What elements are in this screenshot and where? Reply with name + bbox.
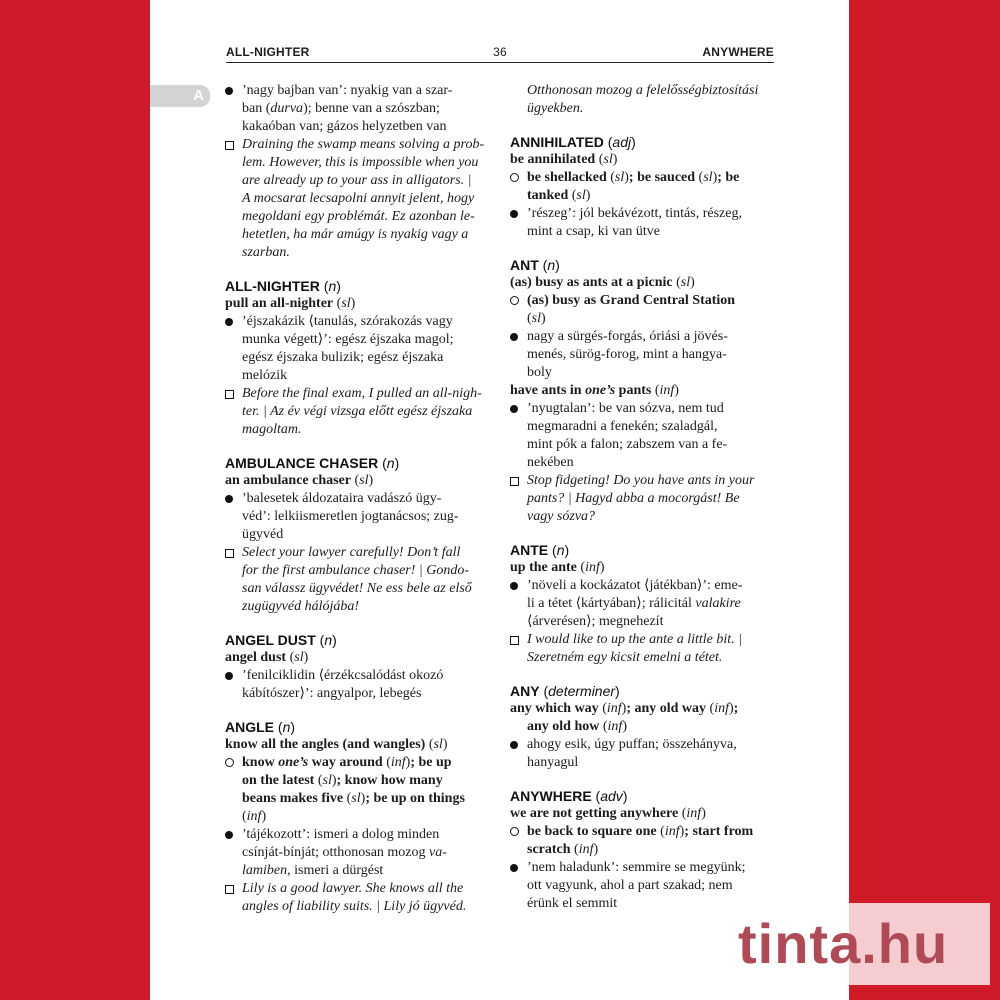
watermark-text: tinta.hu — [738, 912, 949, 975]
example-line: pants? | Hagyd abba a mocorgást! Be — [527, 491, 740, 506]
headword: ANGLE (n) — [225, 719, 296, 735]
sense-line: kakaóban van; gázos helyzetben van — [242, 119, 447, 134]
sense-line: ’részeg’: jól bekávézott, tintás, részeg, — [510, 205, 774, 223]
phrase: any old how (inf) — [527, 719, 627, 734]
example-line: Otthonosan mozog a felelősségbiztosítási — [527, 83, 759, 98]
phrase: angel dust (sl) — [225, 650, 309, 665]
example-line: are already up to your ass in alligators. | — [242, 173, 472, 188]
bullet-dot-icon — [510, 864, 518, 872]
sense-line: nekében — [527, 455, 574, 470]
example-line: ter. | Az év végi vizsga előtt egész éjszaka — [242, 404, 473, 419]
example-box-icon — [225, 390, 234, 399]
headword: ANTE (n) — [510, 542, 570, 558]
example-line: lem. However, this is impossible when you — [242, 155, 479, 170]
variant-line: be shellacked (sl); be sauced (sl); be — [510, 169, 774, 187]
example-line: san válassz ügyvédet! Ne ess bele az első — [242, 581, 472, 596]
sense-line: csínját-bínját; otthonosan mozog va- — [242, 845, 447, 860]
example-line: ügyekben. — [527, 101, 584, 116]
running-header — [226, 44, 774, 63]
example-line: angles of liability suits. | Lily jó ügyvéd. — [242, 899, 467, 914]
sense-line: ’tájékozott’: ismeri a dolog minden — [225, 826, 489, 844]
example-box-icon — [510, 477, 519, 486]
example-box-icon — [225, 885, 234, 894]
sense-line: ban (durva); benne van a szószban; — [242, 101, 440, 116]
variant-line: know one’s way around (inf); be up — [225, 754, 489, 772]
entry-ant — [510, 256, 774, 526]
bullet-ring-icon — [510, 296, 519, 305]
sense-line: kábítószer⟩’: angyalpor, lebegés — [242, 686, 422, 701]
sense-line: mint a csap, ki van ütve — [527, 224, 660, 239]
entry-ambulance-chaser — [225, 454, 489, 616]
bullet-dot-icon — [225, 672, 233, 680]
phrase: (as) busy as ants at a picnic (sl) — [510, 275, 695, 290]
dictionary-page — [150, 0, 849, 1000]
entry-continued — [510, 82, 774, 118]
headword: ANT (n) — [510, 257, 560, 273]
bullet-ring-icon — [225, 758, 234, 767]
phrase: know all the angles (and wangles) (sl) — [225, 737, 448, 752]
sense-line: megmaradni a fenekén; szaladgál, — [527, 419, 718, 434]
entry-all-nighter — [225, 277, 489, 439]
variant-line: beans makes five (sl); be up on things — [242, 791, 465, 806]
sense-line: ügyvéd — [242, 527, 284, 542]
sense-line: ott vagyunk, ahol a part szakad; nem — [527, 878, 733, 893]
sense-line: li a tétet ⟨kártyában⟩; rálicitál valakire — [527, 596, 741, 611]
sense-line: véd’: lelkiismeretlen jogtanácsos; zug- — [242, 509, 459, 524]
bullet-dot-icon — [510, 333, 518, 341]
entry-any — [510, 682, 774, 772]
example-box-icon — [510, 636, 519, 645]
example-line: magoltam. — [242, 422, 302, 437]
entry-annihilated — [510, 133, 774, 241]
example-line: Stop fidgeting! Do you have ants in your — [510, 472, 774, 490]
variant-line: (inf) — [242, 809, 267, 824]
entry-angel-dust — [225, 631, 489, 703]
entry-anywhere — [510, 787, 774, 913]
headword: ANGEL DUST (n) — [225, 632, 337, 648]
variant-line: on the latest (sl); know how many — [242, 773, 443, 788]
bullet-ring-icon — [510, 827, 519, 836]
example-line: hetetlen, ha már amúgy is nyakig vagy a — [242, 227, 469, 242]
variant-line: scratch (inf) — [527, 842, 599, 857]
phrase: have ants in one’s pants (inf) — [510, 383, 679, 398]
example-line: for the first ambulance chaser! | Gondo- — [242, 563, 470, 578]
phrase: an ambulance chaser (sl) — [225, 473, 374, 488]
sense-line: egész éjszaka bulizik; egész éjszaka — [242, 350, 444, 365]
example-line: Before the final exam, I pulled an all-nigh- — [225, 385, 489, 403]
sense-line: munka végett⟩’: egész éjszaka magol; — [242, 332, 454, 347]
bullet-dot-icon — [510, 741, 518, 749]
sense-line: ’éjszakázik ⟨tanulás, szórakozás vagy — [225, 313, 489, 331]
example-line: vagy sózva? — [527, 509, 596, 524]
bullet-dot-icon — [225, 831, 233, 839]
sense-line: ’nagy bajban van’: nyakig van a szar- — [225, 82, 489, 100]
example-line: szarban. — [242, 245, 290, 260]
entry-ante — [510, 541, 774, 667]
example-line: zugügyvéd hálójába! — [242, 599, 360, 614]
sense-line: ’fenilciklidin ⟨érzékcsalódást okozó — [225, 667, 489, 685]
sense-line: ⟨árverésen⟩; megnehezít — [527, 614, 664, 629]
bullet-dot-icon — [510, 582, 518, 590]
example-line: Draining the swamp means solving a prob- — [225, 136, 489, 154]
sense-line: érünk el semmit — [527, 896, 618, 911]
phrase: we are not getting anywhere (inf) — [510, 806, 706, 821]
phrase: any which way (inf); any old way (inf); — [510, 701, 739, 716]
watermark-logo — [700, 903, 990, 985]
bullet-dot-icon — [510, 405, 518, 413]
variant-line: (sl) — [527, 311, 546, 326]
sense-line: menés, sürög-forog, mint a hangya- — [527, 347, 727, 362]
bullet-dot-icon — [510, 210, 518, 218]
thumb-tab-letter: A — [193, 87, 204, 104]
example-line: megoldani egy problémát. Ez azonban le- — [242, 209, 475, 224]
phrase: pull an all-nighter (sl) — [225, 296, 356, 311]
sense-line: ’balesetek áldozataira vadászó ügy- — [225, 490, 489, 508]
sense-line: mint pók a falon; zabszem van a fe- — [527, 437, 728, 452]
sense-line: lamiben, ismeri a dürgést — [242, 863, 384, 878]
phrase: up the ante (inf) — [510, 560, 605, 575]
headword: ANNIHILATED (adj) — [510, 134, 636, 150]
sense-line: ’nem haladunk’: semmire se megyünk; — [510, 859, 774, 877]
example-line: Lily is a good lawyer. She knows all the — [225, 880, 489, 898]
headword: AMBULANCE CHASER (n) — [225, 455, 400, 471]
sense-line: ahogy esik, úgy puffan; összehányva, — [510, 736, 774, 754]
entry-angle — [225, 718, 489, 916]
bullet-dot-icon — [225, 87, 233, 95]
variant-line: (as) busy as Grand Central Station — [510, 292, 774, 310]
sense-line: melózik — [242, 368, 288, 383]
phrase: be annihilated (sl) — [510, 152, 618, 167]
right-column — [510, 82, 774, 928]
entry-continued — [225, 82, 489, 262]
headword: ANYWHERE (adv) — [510, 788, 628, 804]
sense-line: nagy a sürgés-forgás, óriási a jövés- — [510, 328, 774, 346]
variant-line: be back to square one (inf); start from — [510, 823, 774, 841]
headword: ALL-NIGHTER (n) — [225, 278, 341, 294]
bullet-dot-icon — [225, 495, 233, 503]
sense-line: boly — [527, 365, 552, 380]
example-line: A mocsarat lecsapolni annyit jelent, hogy — [242, 191, 475, 206]
headword: ANY (determiner) — [510, 683, 620, 699]
header-last-word: ANYWHERE — [702, 45, 774, 59]
variant-line: tanked (sl) — [527, 188, 591, 203]
example-line: I would like to up the ante a little bit. | — [510, 631, 774, 649]
sense-line: ’nyugtalan’: be van sózva, nem tud — [510, 400, 774, 418]
example-line: Szeretném egy kicsit emelni a tétet. — [527, 650, 723, 665]
sense-line: hanyagul — [527, 755, 579, 770]
example-line: Select your lawyer carefully! Don’t fall — [225, 544, 489, 562]
left-column — [225, 82, 489, 931]
example-box-icon — [225, 141, 234, 150]
example-box-icon — [225, 549, 234, 558]
header-first-word: ALL-NIGHTER — [226, 45, 310, 59]
bullet-dot-icon — [225, 318, 233, 326]
letter-thumb-tab — [150, 85, 210, 107]
page-number: 36 — [493, 45, 507, 59]
bullet-ring-icon — [510, 173, 519, 182]
sense-line: ’növeli a kockázatot ⟨játékban⟩’: eme- — [510, 577, 774, 595]
